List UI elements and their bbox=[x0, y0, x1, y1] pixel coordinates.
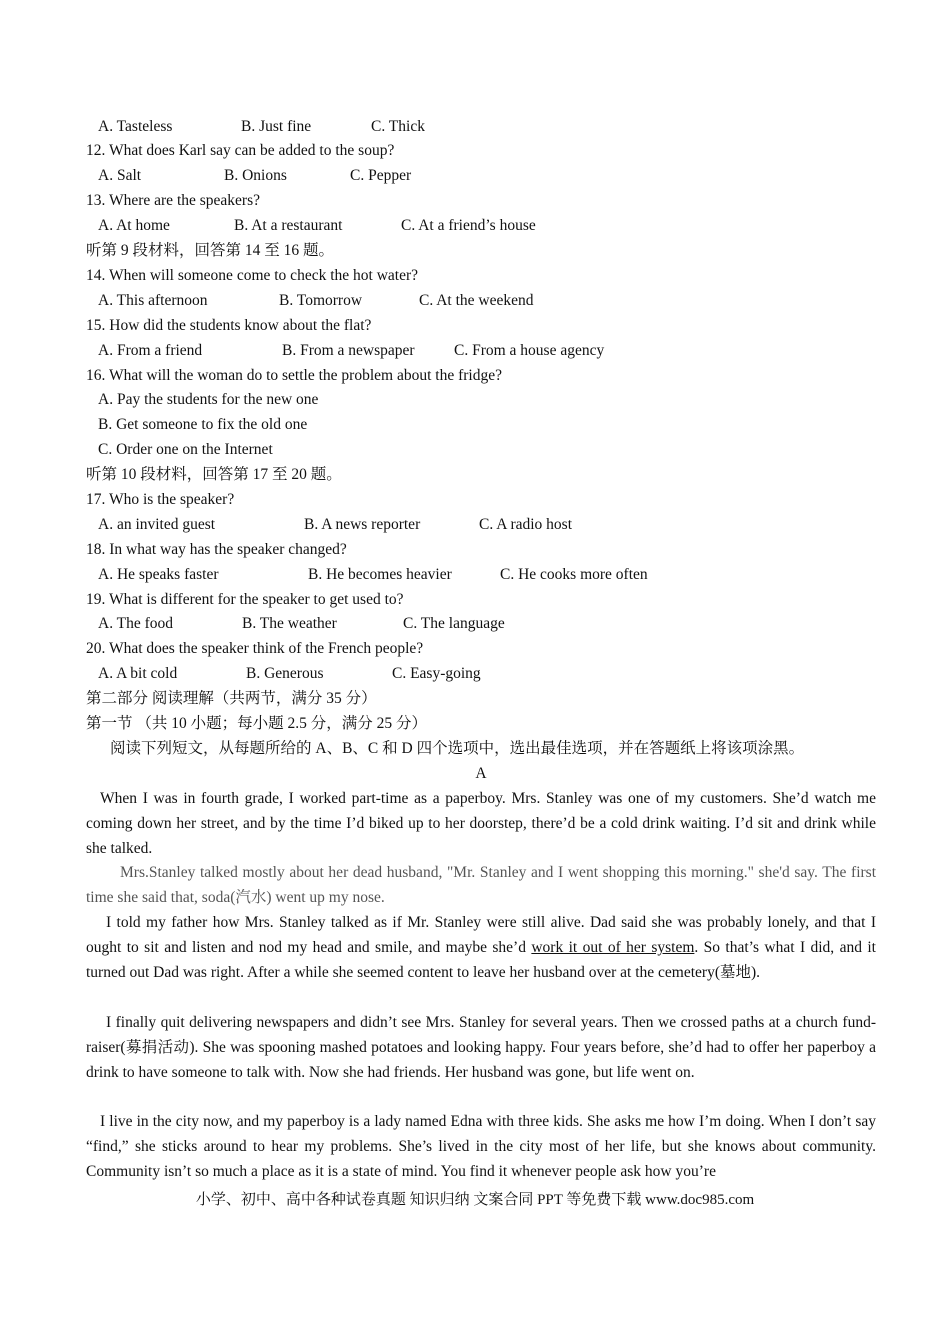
q19-option-c: C. The language bbox=[403, 615, 505, 632]
section-1-title: 第一节 （共 10 小题；每小题 2.5 分，满分 25 分） bbox=[86, 715, 428, 732]
q14-stem: 14. When will someone come to check the hot water? bbox=[86, 267, 418, 284]
q12-option-a: A. Salt bbox=[98, 167, 142, 184]
q11-option-b: B. Just fine bbox=[241, 118, 312, 135]
q11-option-a: A. Tasteless bbox=[98, 118, 173, 135]
q18-stem: 18. In what way has the speaker changed? bbox=[86, 541, 347, 558]
q14-option-a: A. This afternoon bbox=[98, 292, 208, 309]
q17-stem: 17. Who is the speaker? bbox=[86, 491, 235, 508]
q20-stem: 20. What does the speaker think of the French people? bbox=[86, 640, 424, 657]
q16-option-c: C. Order one on the Internet bbox=[98, 441, 273, 458]
underlined-phrase: work it out of her system bbox=[531, 938, 695, 956]
q15-option-b: B. From a newspaper bbox=[282, 342, 415, 359]
q15-option-a: A. From a friend bbox=[98, 342, 203, 359]
passage-paragraph-3 bbox=[86, 911, 876, 986]
passage-label: A bbox=[475, 765, 487, 782]
q12-option-c: C. Pepper bbox=[350, 167, 412, 184]
passage-paragraph-2: Mrs.Stanley talked mostly about her dead husband, "Mr. Stanley and I went shopping this morning." she'd say. The first time she said that, soda(汽水) went up my nose. bbox=[86, 864, 876, 906]
q17-option-a: A. an invited guest bbox=[98, 516, 216, 533]
q20-option-a: A. A bit cold bbox=[98, 665, 178, 682]
section-10-instruction: 听第 10 段材料，回答第 17 至 20 题。 bbox=[86, 466, 342, 483]
q13-option-a: A. At home bbox=[98, 217, 170, 234]
q18-option-a: A. He speaks faster bbox=[98, 566, 219, 583]
section-9-instruction: 听第 9 段材料，回答第 14 至 16 题。 bbox=[86, 242, 335, 259]
q19-stem: 19. What is different for the speaker to get used to? bbox=[86, 591, 404, 608]
paragraph-3-text-end: . So that’s what I did, and it turned out Dad was right. After a while she seemed content to leave her husband over at the cemetery(墓地). bbox=[86, 938, 876, 981]
q12-stem: 12. What does Karl say can be added to the soup? bbox=[86, 142, 395, 159]
footer-download-note: 小学、初中、高中各种试卷真题 知识归纳 文案合同 PPT 等免费下载 www.doc985.com bbox=[195, 1192, 755, 1208]
paragraph-3-text-start: I told my father how Mrs. Stanley talked as if Mr. Stanley were still alive. Dad said she was probably lonely, and that I ought to sit and listen and nod my head and smile, and maybe she’d bbox=[86, 914, 876, 956]
q13-option-c: C. At a friend’s house bbox=[401, 217, 536, 234]
passage-paragraph-1: When I was in fourth grade, I worked part-time as a paperboy. Mrs. Stanley was one of my customers. She’d watch me coming down her street, and by the time I’d biked up to her doorstep, there’d be a cold drink waiting. I’d sit and drink while she talked. bbox=[86, 790, 876, 857]
q17-option-c: C. A radio host bbox=[479, 516, 573, 533]
q14-option-b: B. Tomorrow bbox=[279, 292, 363, 309]
q14-option-c: C. At the weekend bbox=[419, 292, 534, 309]
passage-paragraph-4: I finally quit delivering newspapers and didn’t see Mrs. Stanley for several years. Then we crossed paths at a church fund-raiser(募捐活动). She was spooning mashed potatoes and looking happy. Four years before, she’d had to offer her paperboy a drink to have someone to talk with. Now she had friends. Her husband was gone, but life went on. bbox=[86, 1014, 876, 1081]
q20-option-c: C. Easy-going bbox=[392, 665, 481, 682]
q16-option-a: A. Pay the students for the new one bbox=[98, 391, 319, 408]
q15-option-c: C. From a house agency bbox=[454, 342, 605, 359]
q19-option-b: B. The weather bbox=[242, 615, 337, 632]
q18-option-c: C. He cooks more often bbox=[500, 566, 648, 583]
q17-option-b: B. A news reporter bbox=[304, 516, 421, 533]
part-2-title: 第二部分 阅读理解（共两节，满分 35 分） bbox=[86, 690, 377, 707]
q11-option-c: C. Thick bbox=[371, 118, 425, 135]
q18-option-b: B. He becomes heavier bbox=[308, 566, 452, 583]
q16-option-b: B. Get someone to fix the old one bbox=[98, 416, 308, 433]
q13-option-b: B. At a restaurant bbox=[234, 217, 343, 234]
q12-option-b: B. Onions bbox=[224, 167, 287, 184]
q19-option-a: A. The food bbox=[98, 615, 174, 632]
q15-stem: 15. How did the students know about the flat? bbox=[86, 317, 372, 334]
q16-stem: 16. What will the woman do to settle the problem about the fridge? bbox=[86, 367, 502, 384]
q13-stem: 13. Where are the speakers? bbox=[86, 192, 260, 209]
passage-paragraph-5: I live in the city now, and my paperboy is a lady named Edna with three kids. She asks me how I’m doing. When I don’t say “find,” she sticks around to hear my problems. She’s lived in the city most of her life, but she knows about community. Community isn’t so much a place as it is a state of mind. You find it whenever people ask how you’re bbox=[86, 1113, 876, 1180]
reading-instructions: 阅读下列短文，从每题所给的 A、B、C 和 D 四个选项中，选出最佳选项，并在答题纸上将该项涂黑。 bbox=[110, 740, 805, 757]
q20-option-b: B. Generous bbox=[246, 665, 324, 682]
